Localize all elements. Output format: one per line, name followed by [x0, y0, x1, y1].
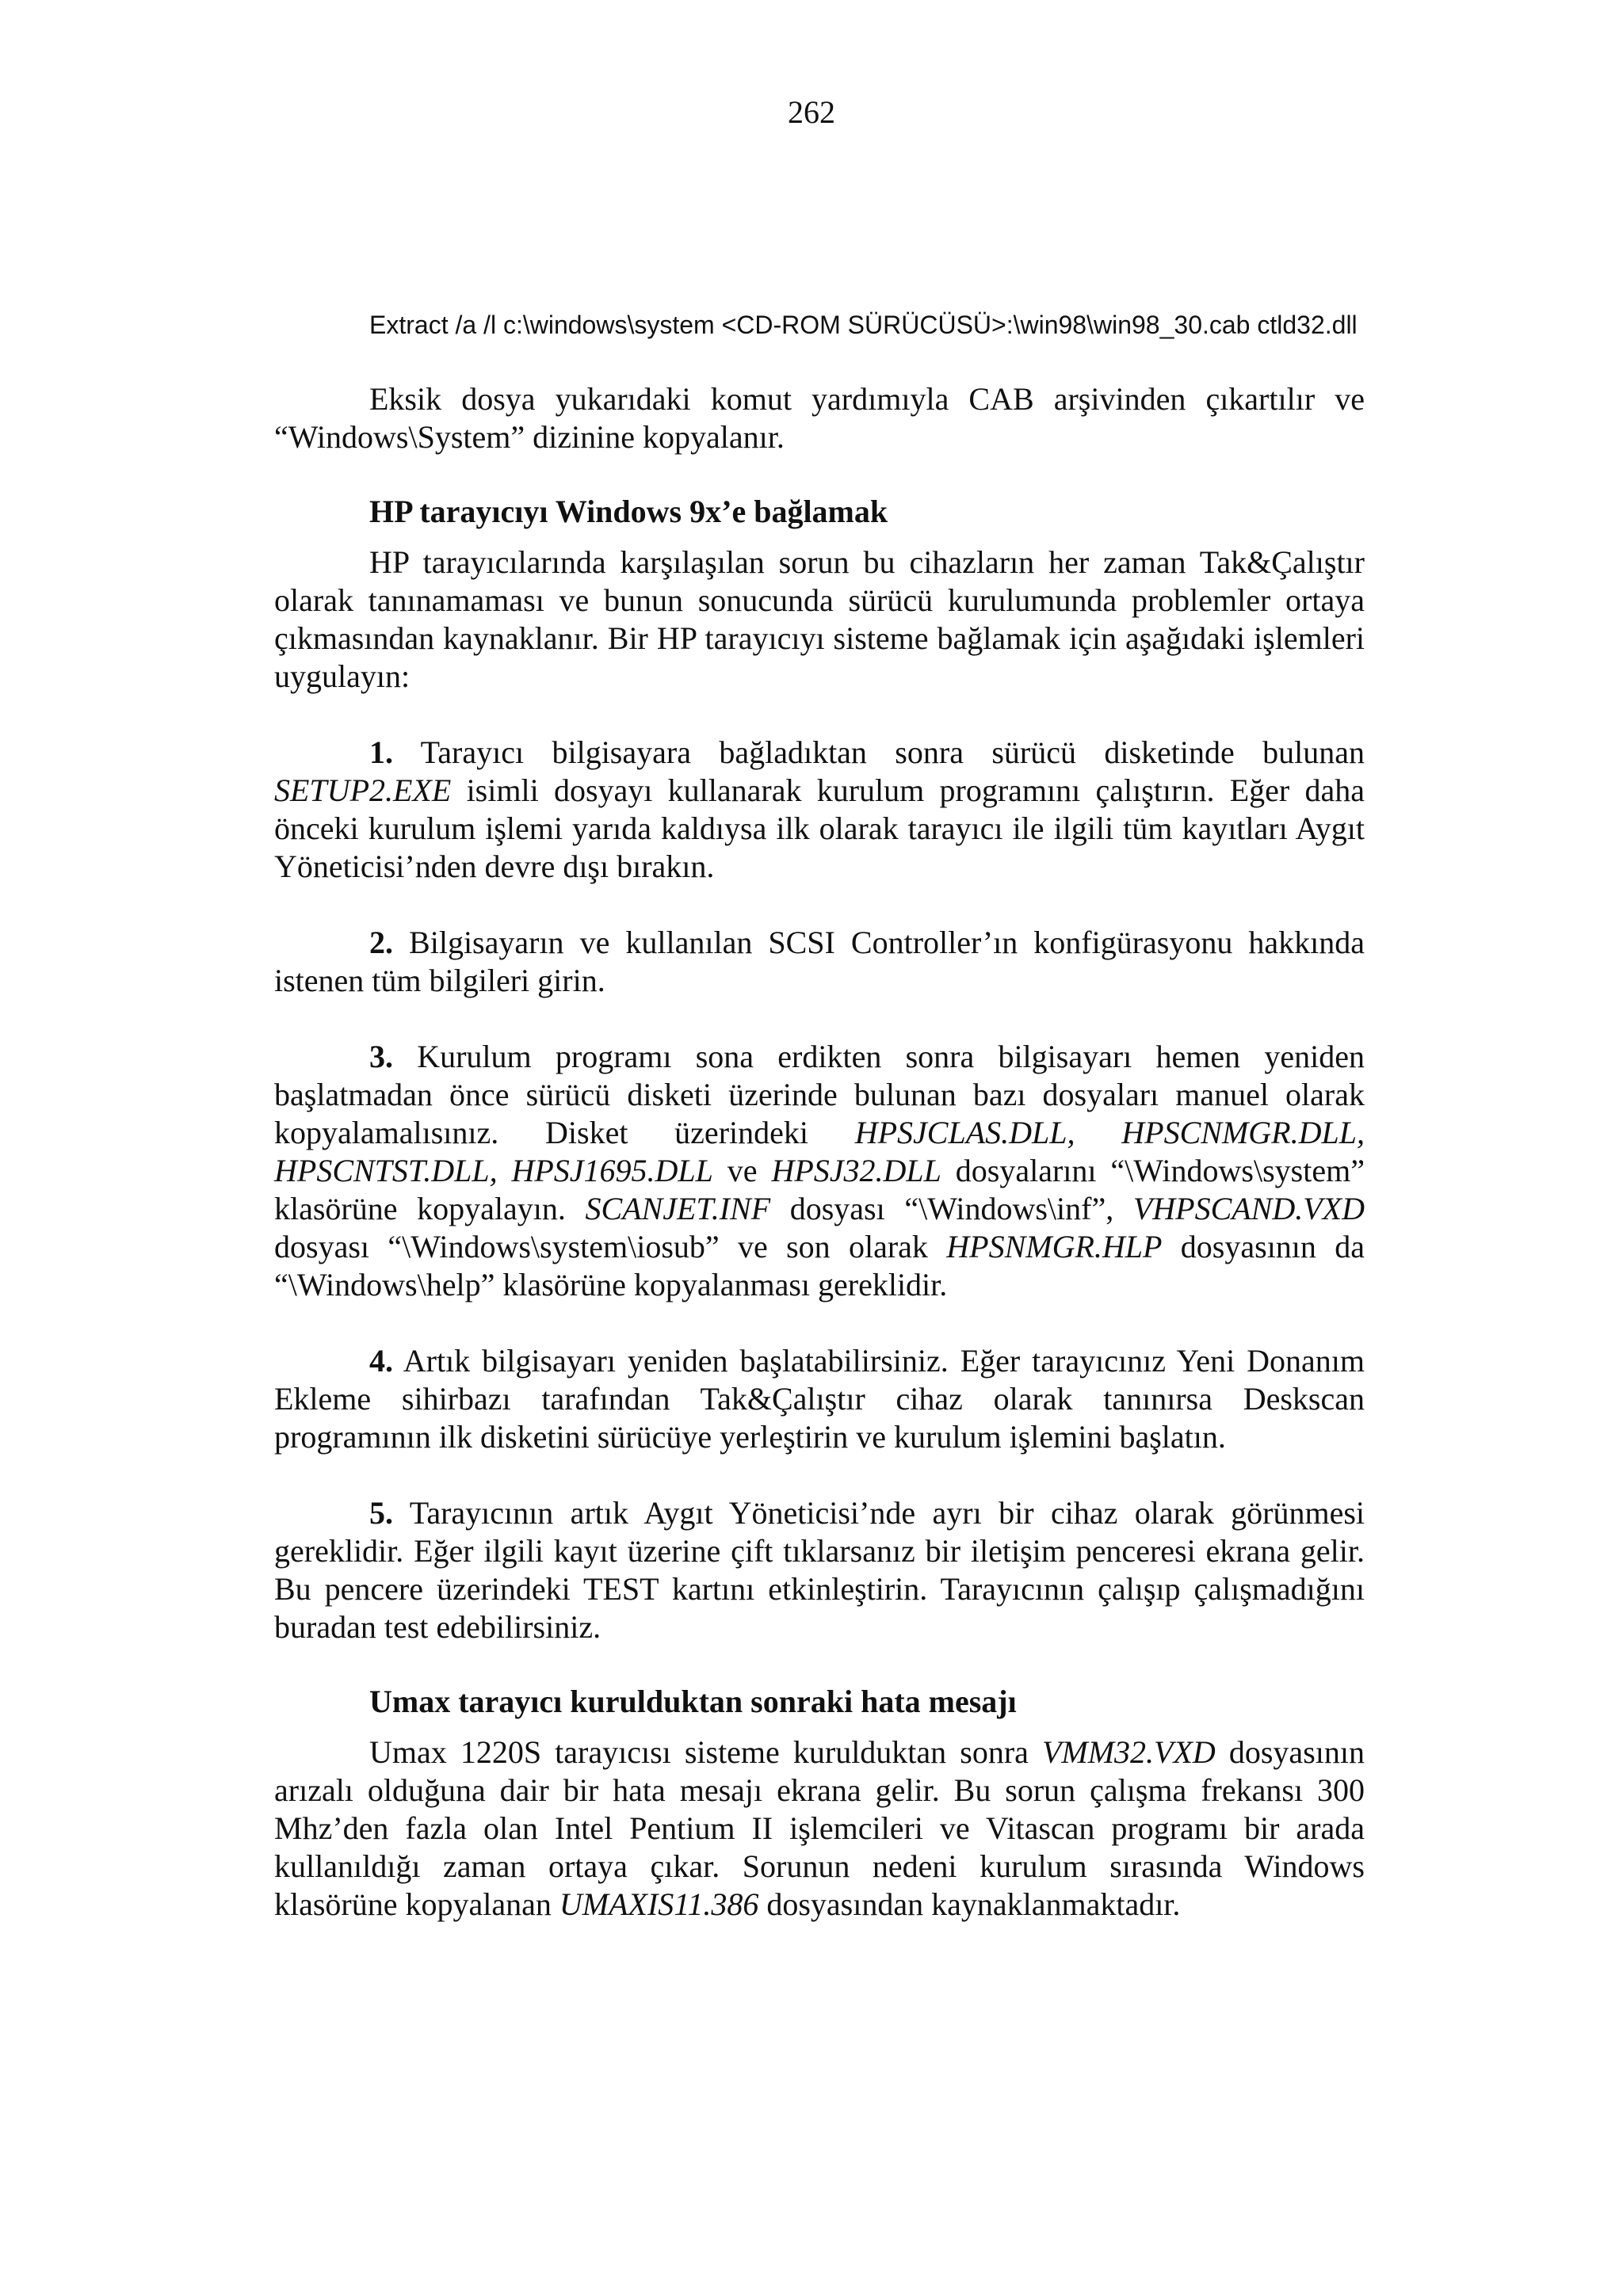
step-text: dosyasının da “\Windows\help” klasörüne kopyalanması gereklidir. — [274, 1229, 1365, 1302]
step-text: dosyası “\Windows\inf”, — [770, 1191, 1133, 1226]
step-text: Tarayıcının artık Aygıt Yöneticisi’nde ayrı bir cihaz olarak görünmesi gereklidir. Eğer ilgili kayıt üzerine çift tıklarsanız bir iletişim penceresi ekrana gelir. Bu pencere üzerindeki TEST kartını etkinleştirin. Tarayıcının çalışıp çalışmadığını buradan test edebilirsiniz. — [274, 1495, 1365, 1645]
section-heading-hp: HP tarayıcıyı Windows 9x’e bağlamak — [369, 494, 888, 529]
step-text: dosyalarını “\Windows\system” klasörüne kopyalayın. — [274, 1153, 1365, 1226]
step-number: 4. — [369, 1343, 393, 1379]
file-name: HPSJCLAS.DLL, HPSCNMGR.DLL, HPSCNTST.DLL, HPSJ1695.DLL — [274, 1115, 1365, 1188]
extract-command: Extract /a /l c:\windows\system <CD-ROM SÜRÜCÜSÜ>:\win98\win98_30.cab ctld32.dll — [369, 311, 1358, 339]
step-2 — [274, 924, 1365, 1000]
step-text: Artık bilgisayarı yeniden başlatabilirsiniz. Eğer tarayıcınız Yeni Donanım Ekleme sihirbazı tarafından Tak&Çalıştır cihaz olarak tanınırsa Deskscan programının ilk disketini sürücüye yerleştirin ve kurulum işlemini başlatın. — [274, 1343, 1365, 1455]
page-body — [274, 306, 1365, 1924]
file-name: VHPSCAND.VXD — [1132, 1191, 1365, 1226]
paragraph-hp-intro: HP tarayıcılarında karşılaşılan sorun bu cihazların her zaman Tak&Çalıştır olarak tanınamaması ve bunun sonucunda sürücü kurulumunda problemler ortaya çıkmasından kaynaklanır. Bir HP tarayıcıyı sisteme bağlamak için aşağıdaki işlemleri uygulayın: — [274, 544, 1365, 694]
step-3 — [274, 1038, 1365, 1304]
paragraph-text: dosyasının arızalı olduğuna dair bir hata mesajı ekrana gelir. Bu sorun çalışma frekansı 300 Mhz’den fazla olan Intel Pentium II işlemcileri ve Vitascan programı bir arada kullanıldığı zaman ortaya çıkar. Sorunun nedeni kurulum sırasında Windows klasörüne kopyalanan — [274, 1734, 1365, 1922]
step-text: isimli dosyayı kullanarak kurulum programını çalıştırın. Eğer daha önceki kurulum işlemi yarıda kaldıysa ilk olarak tarayıcı ile ilgili tüm kayıtları Aygıt Yöneticisi’nden devre dışı bırakın. — [274, 772, 1365, 884]
step-text: Tarayıcı bilgisayara bağladıktan sonra sürücü disketinde bulunan — [393, 734, 1365, 770]
paragraph-text: dosyasından kaynaklanmaktadır. — [758, 1886, 1181, 1922]
step-5 — [274, 1494, 1365, 1646]
step-number: 5. — [369, 1495, 393, 1531]
step-text: dosyası “\Windows\system\iosub” ve son olarak — [274, 1229, 947, 1264]
file-name: SETUP2.EXE — [274, 772, 452, 808]
file-name: SCANJET.INF — [585, 1191, 771, 1226]
file-name: UMAXIS11.386 — [559, 1886, 759, 1922]
step-number: 1. — [369, 734, 393, 770]
step-text: ve — [712, 1153, 772, 1188]
step-text: Bilgisayarın ve kullanılan SCSI Controller’ın konfigürasyonu hakkında istenen tüm bilgileri girin. — [274, 925, 1365, 998]
paragraph-extract: Eksik dosya yukarıdaki komut yardımıyla CAB arşivinden çıkartılır ve “Windows\System” dizinine kopyalanır. — [274, 381, 1365, 455]
step-number: 2. — [369, 925, 393, 960]
step-number: 3. — [369, 1039, 393, 1074]
step-4 — [274, 1342, 1365, 1456]
file-name: HPSJ32.DLL — [771, 1153, 941, 1188]
paragraph-text: Umax 1220S tarayıcısı sisteme kurulduktan sonra — [369, 1734, 1042, 1770]
file-name: VMM32.VXD — [1041, 1734, 1216, 1770]
paragraph-umax — [274, 1733, 1365, 1924]
section-heading-umax: Umax tarayıcı kurulduktan sonraki hata mesajı — [369, 1684, 1017, 1719]
step-1 — [274, 734, 1365, 886]
page-number: 262 — [788, 94, 835, 130]
file-name: HPSNMGR.HLP — [946, 1229, 1163, 1264]
step-text: Kurulum programı sona erdikten sonra bilgisayarı hemen yeniden başlatmadan önce sürücü disketi üzerinde bulunan bazı dosyaları manuel olarak kopyalamalısınız. Disket üzerindeki — [274, 1039, 1365, 1150]
